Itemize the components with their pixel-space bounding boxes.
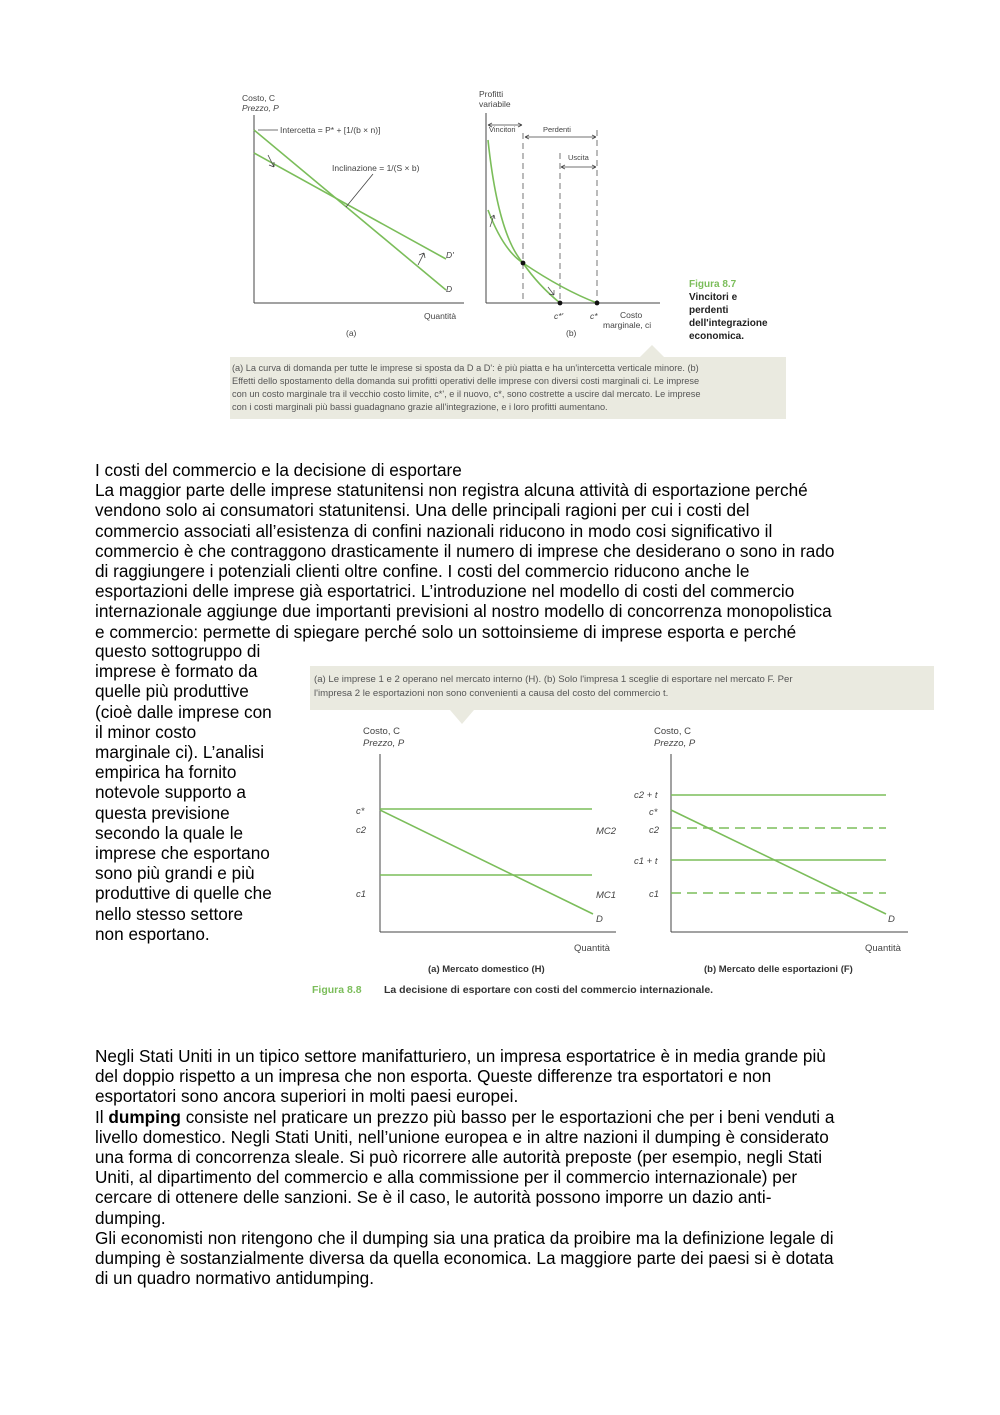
fig87b-c-star-label: c* [590, 311, 598, 321]
fig88-caption-line: (a) Le imprese 1 e 2 operano nel mercato interno (H). (b) Solo l'impresa 1 sceglie di esportare nel mercato F. Per [314, 674, 793, 685]
paragraph-line: dumping è sostanzialmente diversa da quella economica. La maggiore parte dei paesi si è dotata [95, 1248, 834, 1269]
fig87-caption-line: Effetti dello spostamento della domanda sui profitti operativi delle imprese con diversi costi marginali ci. Le imprese [232, 376, 700, 386]
fig87a-slope-leader [346, 174, 373, 207]
figure-8-8 [308, 664, 936, 1000]
paragraph-line: produttive di quelle che [95, 883, 272, 904]
paragraph-line: livello domestico. Negli Stati Uniti, nell’unione europea e in altre nazioni il dumping è considerato [95, 1126, 829, 1147]
dumping-prefix: Il [95, 1106, 109, 1127]
wrapped-paragraph [95, 641, 300, 944]
fig87-caption-line: con i costi marginali più bassi guadagnano grazie all'integrazione, e i loro profitti aumentano. [232, 402, 608, 412]
fig87b-losers-label: Perdenti [543, 125, 571, 134]
fig88-title [312, 984, 713, 996]
fig87-number: Figura 8.7 [689, 279, 737, 290]
fig88-number: Figura 8.8 [312, 984, 362, 996]
fig88a-d-label: D [596, 914, 603, 925]
paragraph-line: commercio associati all’esistenza di confini nazionali riducono in modo cosi significativo il [95, 520, 773, 541]
fig87-title-line-1: Vincitori e [689, 292, 738, 303]
fig88-panel-b [634, 726, 908, 975]
paragraph-line: Gli economisti non ritengono che il dumping sia una pratica da proibire ma la definizione legale di [95, 1227, 834, 1248]
fig88-title-text: La decisione di esportare con costi del commercio internazionale. [384, 984, 714, 996]
fig88a-c2-label: c2 [356, 825, 367, 836]
fig87-panel-a [242, 93, 464, 338]
paragraph-line: del doppio rispetto a un impresa che non esporta. Queste differenze tra esportatori e non [95, 1066, 772, 1087]
fig88b-c1-t-label: c1 + t [634, 856, 658, 867]
fig88b-x-label: Quantità [865, 943, 901, 954]
paragraph-line: internazionale aggiunge due importanti previsioni al nostro modello di concorrenza monopolistica [95, 601, 832, 622]
fig87b-exit-arrow-icon [561, 165, 596, 169]
fig87a-y-label-2: Prezzo, P [242, 103, 279, 113]
paragraph-line: secondo la quale le [95, 822, 244, 843]
fig87-panel-b [479, 89, 660, 338]
dumping-definition-line [95, 1107, 935, 1127]
fig87b-x-label-1: Costo [620, 310, 643, 320]
figure-8-7 [228, 85, 788, 420]
fig88a-c1-label: c1 [356, 889, 367, 900]
paragraph-line: sono più grandi e più [95, 863, 255, 884]
fig87-caption-line: (a) La curva di domanda per tutte le imprese si sposta da D a D': è più piatta e ha un'intercetta verticale minore. (b) [232, 363, 699, 373]
fig88b-c2-label: c2 [649, 825, 660, 836]
paragraph-line: una forma di concorrenza sleale. Si può ricorrere alle autorità preposte (per esempio, negli Stati [95, 1147, 823, 1168]
fig87a-d-label: D [446, 284, 453, 294]
paragraph-line: vendono solo ai consumatori statunitensi. Una delle principali ragioni per cui i costi del [95, 500, 750, 521]
fig87a-slope-label: Inclinazione = 1/(S × b) [332, 163, 420, 173]
fig87-title-line-4: economica. [689, 331, 745, 342]
fig88b-y-label-1: Costo, C [654, 726, 691, 737]
fig88b-d-label: D [888, 914, 895, 925]
fig87b-y-label-2: variabile [479, 99, 511, 109]
fig88b-y-label-2: Prezzo, P [654, 738, 696, 749]
paragraph-line: non esportano. [95, 923, 210, 944]
fig87b-profit-curve-new [488, 210, 597, 303]
fig87a-panel-tag: (a) [346, 328, 357, 338]
paragraph-line: commercio è che contraggono drasticamente il numero di imprese che desiderano o sono in rado [95, 540, 835, 561]
paragraph-line: imprese che esportano [95, 843, 270, 864]
fig87-caption-line: con un costo marginale tra il vecchio costo limite, c*', e il nuovo, c*, sono costrette a uscire dal mercato. Le imprese [232, 389, 701, 399]
paragraph-line: dumping. [95, 1207, 166, 1228]
fig88b-panel-title: (b) Mercato delle esportazioni (F) [704, 964, 853, 975]
paragraph-line: di un quadro normativo antidumping. [95, 1268, 374, 1289]
paragraph-line: Uniti, al dipartimento del commercio e alla commissione per il commercio internazionale) per [95, 1167, 798, 1188]
fig87b-winners-label: Vincitori [489, 125, 516, 134]
paragraph-line: Negli Stati Uniti in un tipico settore manifatturiero, un impresa esportatrice è in media grande più [95, 1046, 826, 1066]
fig88b-demand-line [671, 810, 886, 914]
dumping-rest: consiste nel praticare un prezzo più basso per le esportazioni che per i beni venduti a [180, 1106, 835, 1127]
fig87b-x-label-2: marginale, ci [603, 320, 652, 330]
fig87a-intercept-label: Intercetta = P* + [1/(b × n)] [280, 125, 381, 135]
fig87-title-line-2: perdenti [689, 305, 729, 316]
paragraph-line: empirica ha fornito [95, 762, 237, 783]
fig88a-panel-title: (a) Mercato domestico (H) [428, 964, 545, 975]
fig87-title-line-3: dell'integrazione [689, 318, 768, 329]
fig88a-mc2-label: MC2 [596, 826, 617, 837]
fig88a-y-label-2: Prezzo, P [363, 738, 405, 749]
fig87b-losers-arrow-icon [525, 135, 596, 139]
fig87a-d-prime-label: D' [446, 250, 454, 260]
fig87a-curve-d [254, 130, 446, 290]
fig88-caption-line: l'impresa 2 le esportazioni non sono convenienti a causa del costo del commercio t. [314, 688, 669, 699]
fig88a-c-star-label: c* [356, 806, 365, 817]
dumping-term: dumping [108, 1106, 181, 1127]
paragraph-line: questo sottogruppo di [95, 641, 261, 661]
paragraph-line: marginale ci). L’analisi [95, 742, 265, 763]
fig87b-c-star-prime-point [558, 301, 563, 306]
paragraph-line: questa previsione [95, 802, 230, 823]
section-trade-costs [95, 460, 935, 642]
fig87b-y-label-1: Profitti [479, 89, 504, 99]
fig87b-profit-curve-old [488, 140, 560, 303]
fig88a-x-label: Quantità [574, 943, 610, 954]
paragraph-line: e commercio: permette di spiegare perché solo un sottoinsieme di imprese esporta e perché [95, 621, 797, 642]
fig88a-mc1-label: MC1 [596, 890, 617, 901]
paragraph-line: imprese è formato da [95, 661, 258, 682]
paragraph-line: nello stesso settore [95, 903, 244, 924]
paragraph-line: esportatori sono ancora superiori in molti paesi europei. [95, 1086, 519, 1107]
fig87a-x-label: Quantità [424, 311, 457, 321]
fig88a-demand-line [380, 810, 593, 914]
fig88b-c1-label: c1 [649, 889, 660, 900]
fig88b-c-star-label: c* [649, 807, 658, 818]
paragraph-line: La maggior parte delle imprese statunitensi non registra alcuna attività di esportazione perché [95, 480, 808, 501]
fig87-title [689, 279, 768, 342]
paragraph-line: esportazioni delle imprese già esportatrici. L’introduzione nel modello di costi del commercio [95, 581, 795, 602]
fig87a-rotate-arrow-icon [418, 253, 425, 265]
fig87b-exit-label: Uscita [568, 153, 589, 162]
fig87b-intersection-point [521, 261, 526, 266]
paragraph-line: quelle più produttive [95, 681, 249, 702]
section-dumping [95, 1046, 935, 1288]
paragraph-line: (cioè dalle imprese con [95, 701, 272, 722]
fig87b-c-star-prime-label: c*' [554, 311, 564, 321]
fig87b-panel-tag: (b) [566, 328, 577, 338]
section-heading: I costi del commercio e la decisione di esportare [95, 460, 462, 480]
fig88a-y-label-1: Costo, C [363, 726, 400, 737]
paragraph-line: di raggiungere i potenziali clienti oltre confine. I costi del commercio riducono anche le [95, 561, 750, 582]
paragraph-line: cercare di ottenere delle sanzioni. Se è il caso, le autorità possono imporre un dazio anti- [95, 1187, 772, 1208]
paragraph-line: notevole supporto a [95, 782, 246, 803]
paragraph-line: il minor costo [95, 721, 197, 742]
fig87b-c-star-point [595, 301, 600, 306]
fig88b-c2-t-label: c2 + t [634, 790, 658, 801]
fig88-panel-a [356, 726, 617, 975]
fig87a-y-label-1: Costo, C [242, 93, 276, 103]
